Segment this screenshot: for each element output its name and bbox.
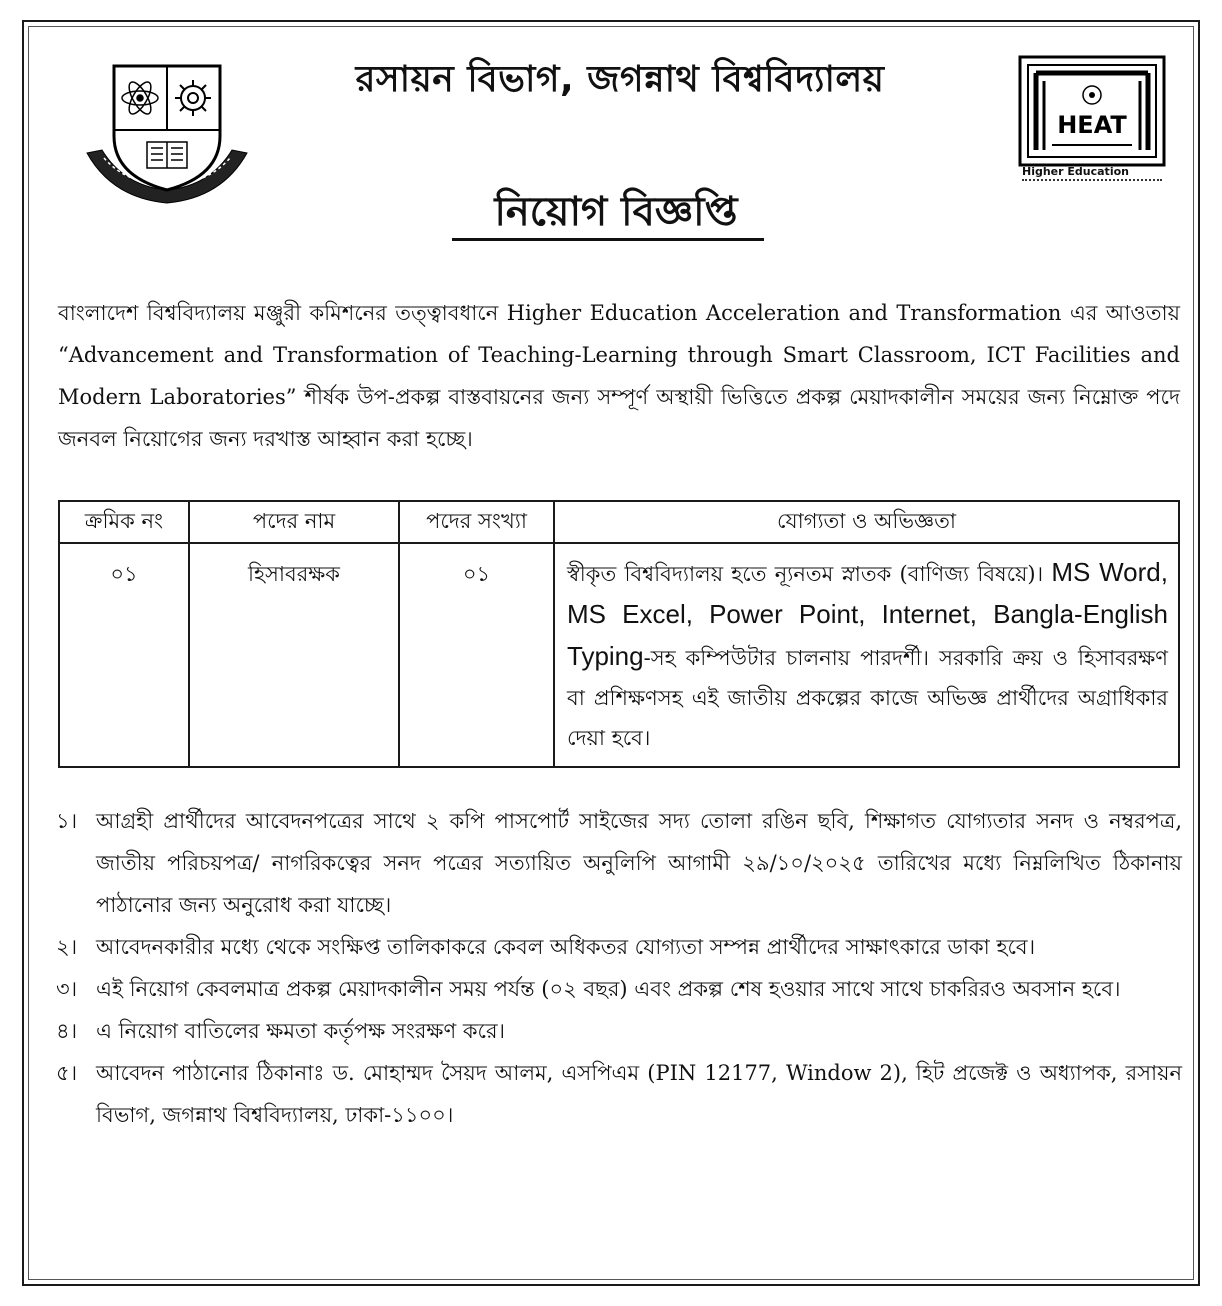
header-post-count: পদের সংখ্যা	[399, 501, 554, 543]
list-item	[56, 926, 1182, 968]
list-item	[56, 1052, 1182, 1136]
condition-number: ২।	[56, 935, 78, 959]
condition-text: আগ্রহী প্রার্থীদের আবেদনপত্রের সাথে ২ কপি পাসপোর্ট সাইজের সদ্য তোলা রঙিন ছবি, শিক্ষাগত যোগ্যতার সনদ ও নম্বরপত্র, জাতীয় পরিচয়পত্র/ নাগরিকত্বের সনদ পত্রের সত্যায়িত অনুলিপি আগামী ২৯/১০/২০২৫ তারিখের মধ্যে নিম্নলিখিত ঠিকানায় পাঠানোর জন্য অনুরোধ করা যাচ্ছে।	[96, 809, 1182, 917]
university-crest-logo	[82, 58, 252, 208]
header-qualification: যোগ্যতা ও অভিজ্ঞতা	[554, 501, 1179, 543]
notice-title-underline	[452, 238, 764, 241]
cell-qualification	[554, 543, 1179, 767]
condition-text: এই নিয়োগ কেবলমাত্র প্রকল্প মেয়াদকালীন সময় পর্যন্ত (০২ বছর) এবং প্রকল্প শেষ হওয়ার সাথে সাথে চাকরিরও অবসান হবে।	[96, 977, 1121, 1001]
header-serial: ক্রমিক নং	[59, 501, 189, 543]
condition-number: ১।	[56, 809, 78, 833]
condition-text: আবেদন পাঠানোর ঠিকানাঃ ড. মোহাম্মদ সৈয়দ আলম, এসপিএম (PIN 12177, Window 2), হিট প্রজেক্ট ও অধ্যাপক, রসায়ন বিভাগ, জগন্নাথ বিশ্ববিদ্যালয়, ঢাকা-১১০০।	[96, 1061, 1182, 1127]
job-table	[58, 500, 1180, 768]
list-item	[56, 800, 1182, 926]
intro-paragraph: বাংলাদেশ বিশ্ববিদ্যালয় মঞ্জুরী কমিশনের তত্ত্বাবধানে Higher Education Acceleration and Transformation এর আওতায় “Advancement and Transformation of Teaching-Learning through Smart Classroom, ICT Facilities and Modern Laboratories” শীর্ষক উপ-প্রকল্প বাস্তবায়নের জন্য সম্পূর্ণ অস্থায়ী ভিত্তিতে প্রকল্প মেয়াদকালীন সময়ের জন্য নিম্নোক্ত পদে জনবল নিয়োগের জন্য দরখাস্ত আহ্বান করা হচ্ছে।	[58, 301, 1180, 451]
condition-number: ৫।	[56, 1061, 78, 1085]
condition-number: ৪।	[56, 1019, 78, 1043]
condition-number: ৩।	[56, 977, 78, 1001]
list-item	[56, 1010, 1182, 1052]
cell-serial: ০১	[59, 543, 189, 767]
cell-post-name: হিসাবরক্ষক	[189, 543, 399, 767]
qualification-part-1: স্বীকৃত বিশ্ববিদ্যালয় হতে ন্যূনতম স্নাতক (বাণিজ্য বিষয়ে)।	[567, 562, 1044, 586]
condition-text: এ নিয়োগ বাতিলের ক্ষমতা কর্তৃপক্ষ সংরক্ষণ করে।	[96, 1019, 506, 1043]
conditions-list	[56, 800, 1182, 1136]
table-row	[59, 543, 1179, 767]
heat-logo-text: HEAT	[1057, 111, 1127, 139]
condition-text: আবেদনকারীর মধ্যে থেকে সংক্ষিপ্ত তালিকাকরে কেবল অধিকতর যোগ্যতা সম্পন্ন প্রার্থীদের সাক্ষাৎকারে ডাকা হবে।	[96, 935, 1036, 959]
header-post-name: পদের নাম	[189, 501, 399, 543]
cell-post-count: ০১	[399, 543, 554, 767]
list-item	[56, 968, 1182, 1010]
department-title: রসায়ন বিভাগ, জগন্নাথ বিশ্ববিদ্যালয়	[355, 59, 885, 100]
qualification-software-list: MS Word, MS Excel, Power Point, Internet, Bangla-English Typing	[567, 557, 1168, 671]
table-header-row	[59, 501, 1179, 543]
qualification-part-2: -সহ কম্পিউটার চালনায় পারদর্শী। সরকারি ক্রয় ও হিসাবরক্ষণ বা প্রশিক্ষণসহ এই জাতীয় প্রকল্পের কাজে অভিজ্ঞ প্রার্থীদের অগ্রাধিকার দেয়া হবে।	[567, 646, 1168, 750]
notice-title: নিয়োগ বিজ্ঞপ্তি	[494, 189, 738, 235]
heat-caption-subline	[1022, 179, 1162, 184]
heat-caption: Higher Education	[1022, 165, 1129, 178]
